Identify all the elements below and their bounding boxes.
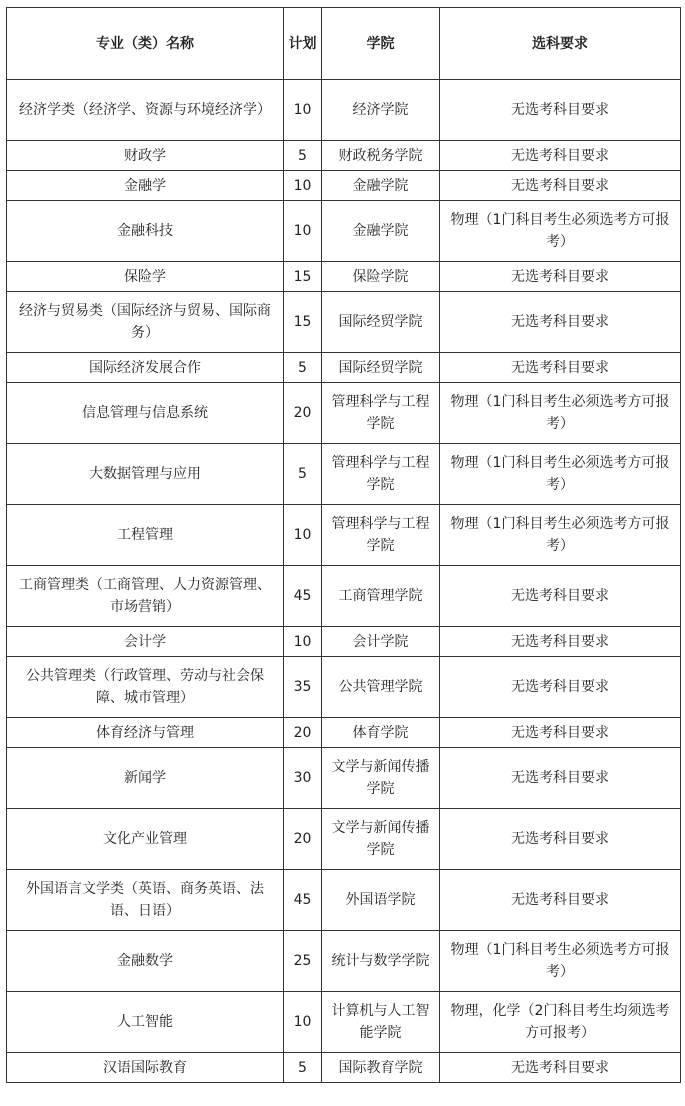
college-cell: 体育学院: [322, 718, 440, 748]
table-row: [7, 931, 681, 992]
table-row: [7, 870, 681, 931]
requirement-cell: 无选考科目要求: [440, 171, 681, 201]
plan-cell: 10: [284, 201, 322, 262]
major-cell: 文化产业管理: [7, 809, 284, 870]
major-cell: 财政学: [7, 141, 284, 171]
table-row: [7, 383, 681, 444]
major-cell: 经济学类（经济学、资源与环境经济学）: [7, 80, 284, 141]
table-row: [7, 141, 681, 171]
college-cell: 工商管理学院: [322, 566, 440, 627]
college-cell: 财政税务学院: [322, 141, 440, 171]
major-cell: 公共管理类（行政管理、劳动与社会保障、城市管理）: [7, 657, 284, 718]
major-cell: 体育经济与管理: [7, 718, 284, 748]
college-cell: 会计学院: [322, 627, 440, 657]
major-cell: 新闻学: [7, 748, 284, 809]
college-cell: 文学与新闻传播学院: [322, 809, 440, 870]
table-row: [7, 171, 681, 201]
table-row: [7, 505, 681, 566]
plan-cell: 10: [284, 627, 322, 657]
major-cell: 会计学: [7, 627, 284, 657]
college-cell: 保险学院: [322, 262, 440, 292]
college-cell: 管理科学与工程学院: [322, 444, 440, 505]
college-cell: 国际经贸学院: [322, 292, 440, 353]
major-cell: 人工智能: [7, 992, 284, 1053]
college-cell: 经济学院: [322, 80, 440, 141]
college-cell: 金融学院: [322, 201, 440, 262]
plan-cell: 15: [284, 262, 322, 292]
college-cell: 管理科学与工程学院: [322, 383, 440, 444]
requirement-cell: 无选考科目要求: [440, 80, 681, 141]
requirement-cell: 物理（1门科目考生必须选考方可报考）: [440, 201, 681, 262]
requirement-cell: 无选考科目要求: [440, 870, 681, 931]
header-major: 专业（类）名称: [7, 8, 284, 80]
plan-cell: 5: [284, 1053, 322, 1083]
table-row: [7, 718, 681, 748]
college-cell: 金融学院: [322, 171, 440, 201]
college-cell: 计算机与人工智能学院: [322, 992, 440, 1053]
header-row: [7, 8, 681, 80]
plan-cell: 45: [284, 566, 322, 627]
table-row: [7, 566, 681, 627]
requirement-cell: 物理，化学（2门科目考生均须选考方可报考）: [440, 992, 681, 1053]
requirement-cell: 无选考科目要求: [440, 292, 681, 353]
table-row: [7, 353, 681, 383]
requirement-cell: 无选考科目要求: [440, 566, 681, 627]
header-plan: 计划: [284, 8, 322, 80]
plan-cell: 20: [284, 809, 322, 870]
major-cell: 信息管理与信息系统: [7, 383, 284, 444]
table-row: [7, 444, 681, 505]
table-row: [7, 1053, 681, 1083]
plan-cell: 25: [284, 931, 322, 992]
major-cell: 国际经济发展合作: [7, 353, 284, 383]
major-cell: 金融数学: [7, 931, 284, 992]
major-cell: 工商管理类（工商管理、人力资源管理、市场营销）: [7, 566, 284, 627]
plan-cell: 20: [284, 718, 322, 748]
major-cell: 金融科技: [7, 201, 284, 262]
requirement-cell: 无选考科目要求: [440, 718, 681, 748]
major-cell: 金融学: [7, 171, 284, 201]
college-cell: 国际经贸学院: [322, 353, 440, 383]
major-cell: 外国语言文学类（英语、商务英语、法语、日语）: [7, 870, 284, 931]
plan-cell: 20: [284, 383, 322, 444]
major-cell: 保险学: [7, 262, 284, 292]
college-cell: 公共管理学院: [322, 657, 440, 718]
plan-cell: 5: [284, 353, 322, 383]
plan-cell: 35: [284, 657, 322, 718]
college-cell: 外国语学院: [322, 870, 440, 931]
requirement-cell: 物理（1门科目考生必须选考方可报考）: [440, 505, 681, 566]
table-row: [7, 657, 681, 718]
requirement-cell: 物理（1门科目考生必须选考方可报考）: [440, 931, 681, 992]
college-cell: 国际教育学院: [322, 1053, 440, 1083]
table-row: [7, 262, 681, 292]
plan-cell: 15: [284, 292, 322, 353]
table-row: [7, 627, 681, 657]
college-cell: 文学与新闻传播学院: [322, 748, 440, 809]
plan-cell: 5: [284, 141, 322, 171]
plan-cell: 45: [284, 870, 322, 931]
major-cell: 汉语国际教育: [7, 1053, 284, 1083]
table-row: [7, 748, 681, 809]
admission-plan-table: [6, 7, 681, 1083]
major-cell: 大数据管理与应用: [7, 444, 284, 505]
requirement-cell: 无选考科目要求: [440, 1053, 681, 1083]
header-college: 学院: [322, 8, 440, 80]
table-row: [7, 292, 681, 353]
table-row: [7, 201, 681, 262]
plan-cell: 10: [284, 171, 322, 201]
requirement-cell: 物理（1门科目考生必须选考方可报考）: [440, 444, 681, 505]
major-cell: 经济与贸易类（国际经济与贸易、国际商务）: [7, 292, 284, 353]
major-cell: 工程管理: [7, 505, 284, 566]
college-cell: 管理科学与工程学院: [322, 505, 440, 566]
requirement-cell: 无选考科目要求: [440, 141, 681, 171]
college-cell: 统计与数学学院: [322, 931, 440, 992]
requirement-cell: 无选考科目要求: [440, 262, 681, 292]
plan-cell: 10: [284, 80, 322, 141]
requirement-cell: 无选考科目要求: [440, 353, 681, 383]
table-row: [7, 80, 681, 141]
table-row: [7, 809, 681, 870]
table-row: [7, 992, 681, 1053]
plan-cell: 10: [284, 992, 322, 1053]
plan-cell: 10: [284, 505, 322, 566]
requirement-cell: 无选考科目要求: [440, 748, 681, 809]
plan-cell: 30: [284, 748, 322, 809]
plan-cell: 5: [284, 444, 322, 505]
requirement-cell: 无选考科目要求: [440, 809, 681, 870]
requirement-cell: 无选考科目要求: [440, 627, 681, 657]
requirement-cell: 无选考科目要求: [440, 657, 681, 718]
header-requirement: 选科要求: [440, 8, 681, 80]
requirement-cell: 物理（1门科目考生必须选考方可报考）: [440, 383, 681, 444]
